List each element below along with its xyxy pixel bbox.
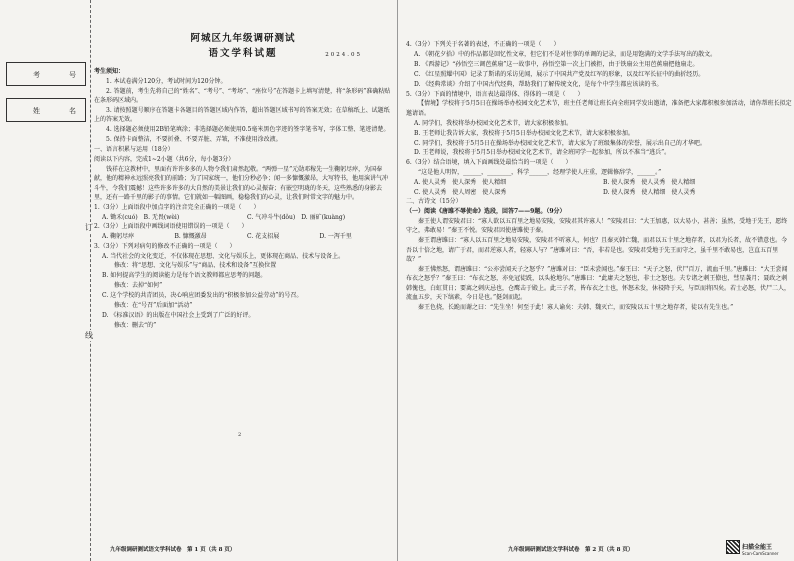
note-item: 4. 选择题必须使用2B铅笔填涂；非选择题必须使用0.5毫米黑色字迹的签字笔书写，字体工整、笔迹清楚。 — [106, 126, 390, 134]
question-5-item: C. 同学们，我校将于5月5日在操场举办校园文化艺术节，请大家为了班级集体的荣誉，展示出自己的才华吧。 — [414, 139, 706, 147]
subject-title: 语文学科试题 2024.05 — [208, 48, 362, 60]
question-6: 6.（3分）结合语境，填入下面画线处最恰当的一项是（ ） — [406, 159, 572, 167]
question-6-text: “这是他人明智，______，________，科学______，经理学使人庄重，逻辑修辞学，______。” — [418, 169, 662, 177]
question-6-options: A. 使人灵秀 使人深秀 使人精细 B. 使人深秀 使人灵秀 使人精细 C. 使人灵秀 使人周密 使人深秀 D. 使人深秀 使人精细 使人灵秀 — [414, 179, 696, 196]
question-4: 4.（3分）下列关于名著的表述，不正确的一项是（ ） — [406, 41, 560, 48]
binding-strip — [0, 0, 92, 561]
question-3-item: A. 当代社会的文化变迁，不仅体现在思想、文化与娱乐上，更体现在商品、技术与设备上。 — [102, 252, 345, 260]
note-item: 1. 本试卷满分120分，考试时间为120分钟。 — [106, 77, 227, 85]
question-3: 3.（3分）下列对病句的修改不正确的一项是（ ） — [94, 242, 236, 250]
question-5-item: D. 王老师说，我校将于5月5日举办校园文化艺术节，请全班同学一起参加，所以不准当“逃兵”。 — [414, 149, 671, 157]
page-mark: 2 — [238, 432, 242, 438]
question-5-item: B. 王老师让我告诉大家，我校将于5月5日举办校园文化艺术节，请大家积极参加。 — [414, 129, 634, 137]
page-2-footer: 九年级调研测试语文学科试卷 第 2 页（共 8 页） — [508, 547, 634, 553]
classical-paragraph: 秦王使人谓安陵君曰：“寡人欲以五百里之地易安陵，安陵君其许寡人！”安陵君曰：“大王加惠，以大易小，甚善；虽然，受地于先王，愿终守之，弗敢易！”秦王不悦。安陵君因使唐雎使于秦。 — [406, 217, 788, 235]
section-heading: 二、古诗文（15分） — [406, 198, 462, 205]
question-3-fix: 修改：在“号召”后面加“活动” — [114, 302, 193, 310]
question-2-options: A. 鞠躬尽瘁 B. 慷慨激昂 C. 花支招展 D. 一泻千里 — [102, 233, 352, 241]
binding-char-xian: 线 — [85, 331, 93, 340]
note-item: 5. 保持卡面整洁，不要折叠、不要弄脏、弄皱，不准使用涂改液。 — [106, 136, 282, 144]
question-3-item: D. 《标准汉语》的出版在中国社会上受到了广泛的好评。 — [102, 311, 255, 319]
qr-code-icon — [726, 540, 740, 554]
question-4-item: C. 《红星照耀中国》记录了斯诺的采访见闻，展示了中国共产党及红军的形象，以及红军长征中的曲折经历。 — [414, 70, 705, 78]
scanner-watermark: 扫描全能王 Scan·CamScanner — [742, 544, 779, 556]
binding-dashed-line — [90, 0, 91, 561]
note-item: 2. 答题前，考生先将自己的“姓名”、“考号”、“考场”、“座位号”在答题卡上填写清楚，将“条形码”准确粘贴在条形码区域内。 — [94, 87, 391, 105]
question-3-fix: 修改：去掉“如何” — [114, 282, 163, 290]
page-1-footer: 九年级调研测试语文学科试卷 第 1 页（共 8 页） — [110, 547, 236, 553]
question-5-item: A. 同学们，我校将举办校园文化艺术节，请大家积极参加。 — [414, 119, 573, 127]
question-1-options: A. 锄禾(cuó) B. 无畏(wèi) C. 气冲斗牛(dǒu) D. 丽矿(kuàng) — [102, 213, 346, 221]
classical-paragraph: 秦王怫然怒，谓唐雎曰：“公亦尝闻天子之怒乎？”唐雎对曰：“臣未尝闻也。”秦王曰：“天子之怒，伏尸百万，流血千里。”唐雎曰：“大王尝闻布衣之怒乎？”秦王曰：“布衣之怒，亦免冠徒跣，以头抢地尔。”唐雎曰：“此庸夫之怒也，非士之怒也。夫专诸之刺王僚也，彗星袭月；聂政之刺韩傀也，白虹贯日；要离之刺庆忌也，仓鹰击于殿上。此三子者，皆布衣之士也，怀怒未发，休祲降于天，与臣而将四矣。若士必怒，伏尸二人，流血五步，天下缟素，今日是也。”挺剑而起。 — [406, 265, 791, 302]
question-3-item: B. 如何提高学生的阅读能力是每个语文教师都应思考的问题。 — [102, 272, 267, 280]
classical-paragraph: 秦王谓唐雎曰：“寡人以五百里之地易安陵，安陵君不听寡人，何也？且秦灭韩亡魏，而君以五十里之地存者，以君为长者，故不错意也。今吾以十倍之地，请广于君，而君逆寡人者，轻寡人与？”唐雎对曰：“否，非若是也。安陵君受地于先王而守之，虽千里不敢易也，岂直五百里哉？” — [406, 237, 788, 263]
question-1: 1.（3分）上面语段中加点字的注音完全正确的一项是（ ） — [94, 204, 260, 211]
reading-intro: 阅读以下内容，完成1~2小题（共6分，每小题3分） — [94, 155, 235, 163]
page-1-content — [94, 34, 392, 331]
question-5-context: 【情境】学校将于5月5日在操场举办校园文化艺术节，班主任老师让班长向全班同学发出邀请，准备把大家都积极参加活动，请你帮班长拟定邀请语。 — [406, 100, 792, 117]
section-heading: 一、语言积累与运用（18分） — [94, 146, 174, 154]
question-4-item: B. 《西游记》“孙悟空三调芭蕉扇”这一故事中，孙悟空第一次上门被拒，由于铁扇公主用芭蕉扇把他扇走。 — [414, 60, 699, 68]
question-5: 5.（3分）下面的情境中，语言表达最得体、得体的一项是（ ） — [406, 90, 584, 98]
binding-char-ding: 订 — [85, 223, 93, 232]
exam-number-box: 考 号 — [6, 62, 86, 86]
exam-title: 阿城区九年级调研测试 — [190, 33, 296, 44]
note-item: 3. 请按照题号顺序在答题卡各题目的答题区域内作答，超出答题区域书写的答案无效；在草稿纸上、试题纸上的答案无效。 — [94, 106, 390, 124]
question-4-item: D. 《经典常谈》介绍了中国古代经典，帮助我们了解传统文化，是每个中学生都应该读的书。 — [414, 80, 663, 88]
page-2-content — [406, 40, 792, 313]
question-3-fix: 修改：删去“的” — [114, 321, 157, 329]
reading-passage: 钱祥在这教材中，里面有许许多多的人物令我们肃然起敬。“两弹一星”元勋邓稼先一生鞠躬尽瘁，为国奉献，他的精神永远照亮我们的前路；为了国家统一，他们分秒必争；闻一多慷慨激昂，大写特书，他用演讲气冲斗牛，令我们震撼！这些许多许多的大自然的美景让我们的心灵振奋；有嵌空明珑的冬天，这些熟悉的身影去里，还有一路千里的影子的事情。它们就如一幅图画，稳稳我们的心灵，让我们时常文字的魅力中。 — [94, 165, 389, 202]
question-2: 2.（3分）上面语段中画线词语使用错误的一项是（ ） — [94, 223, 248, 231]
question-3-fix: 修改：将“思想、文化与娱乐”与“商品、技术和设备”互换位置 — [114, 262, 277, 270]
classical-paragraph: 秦王色挠，长跪而谢之曰：“先生坐！何至于此！寡人谕矣：夫韩、魏灭亡，而安陵以五十里之地存者，徒以有先生也。” — [418, 303, 734, 311]
notes-heading: 考生须知： — [94, 67, 125, 75]
question-3-item: C. 这个学校的共青团员，决心响应团委发出的“积极参加公益劳动”的号召。 — [102, 292, 303, 300]
question-4-item: A. 《朝花夕拾》中的作品都是回忆性文章，但它们不是对往事的单调的记录，而是用饱满的文学手法写出的散文。 — [414, 50, 717, 58]
subsection-heading: （一）阅读《唐雎不辱使命》选段，回答7——9题。（9分） — [406, 207, 566, 215]
name-box: 姓 名 — [6, 98, 86, 122]
exam-page-2 — [397, 0, 794, 561]
exam-date: 2024.05 — [325, 52, 362, 59]
